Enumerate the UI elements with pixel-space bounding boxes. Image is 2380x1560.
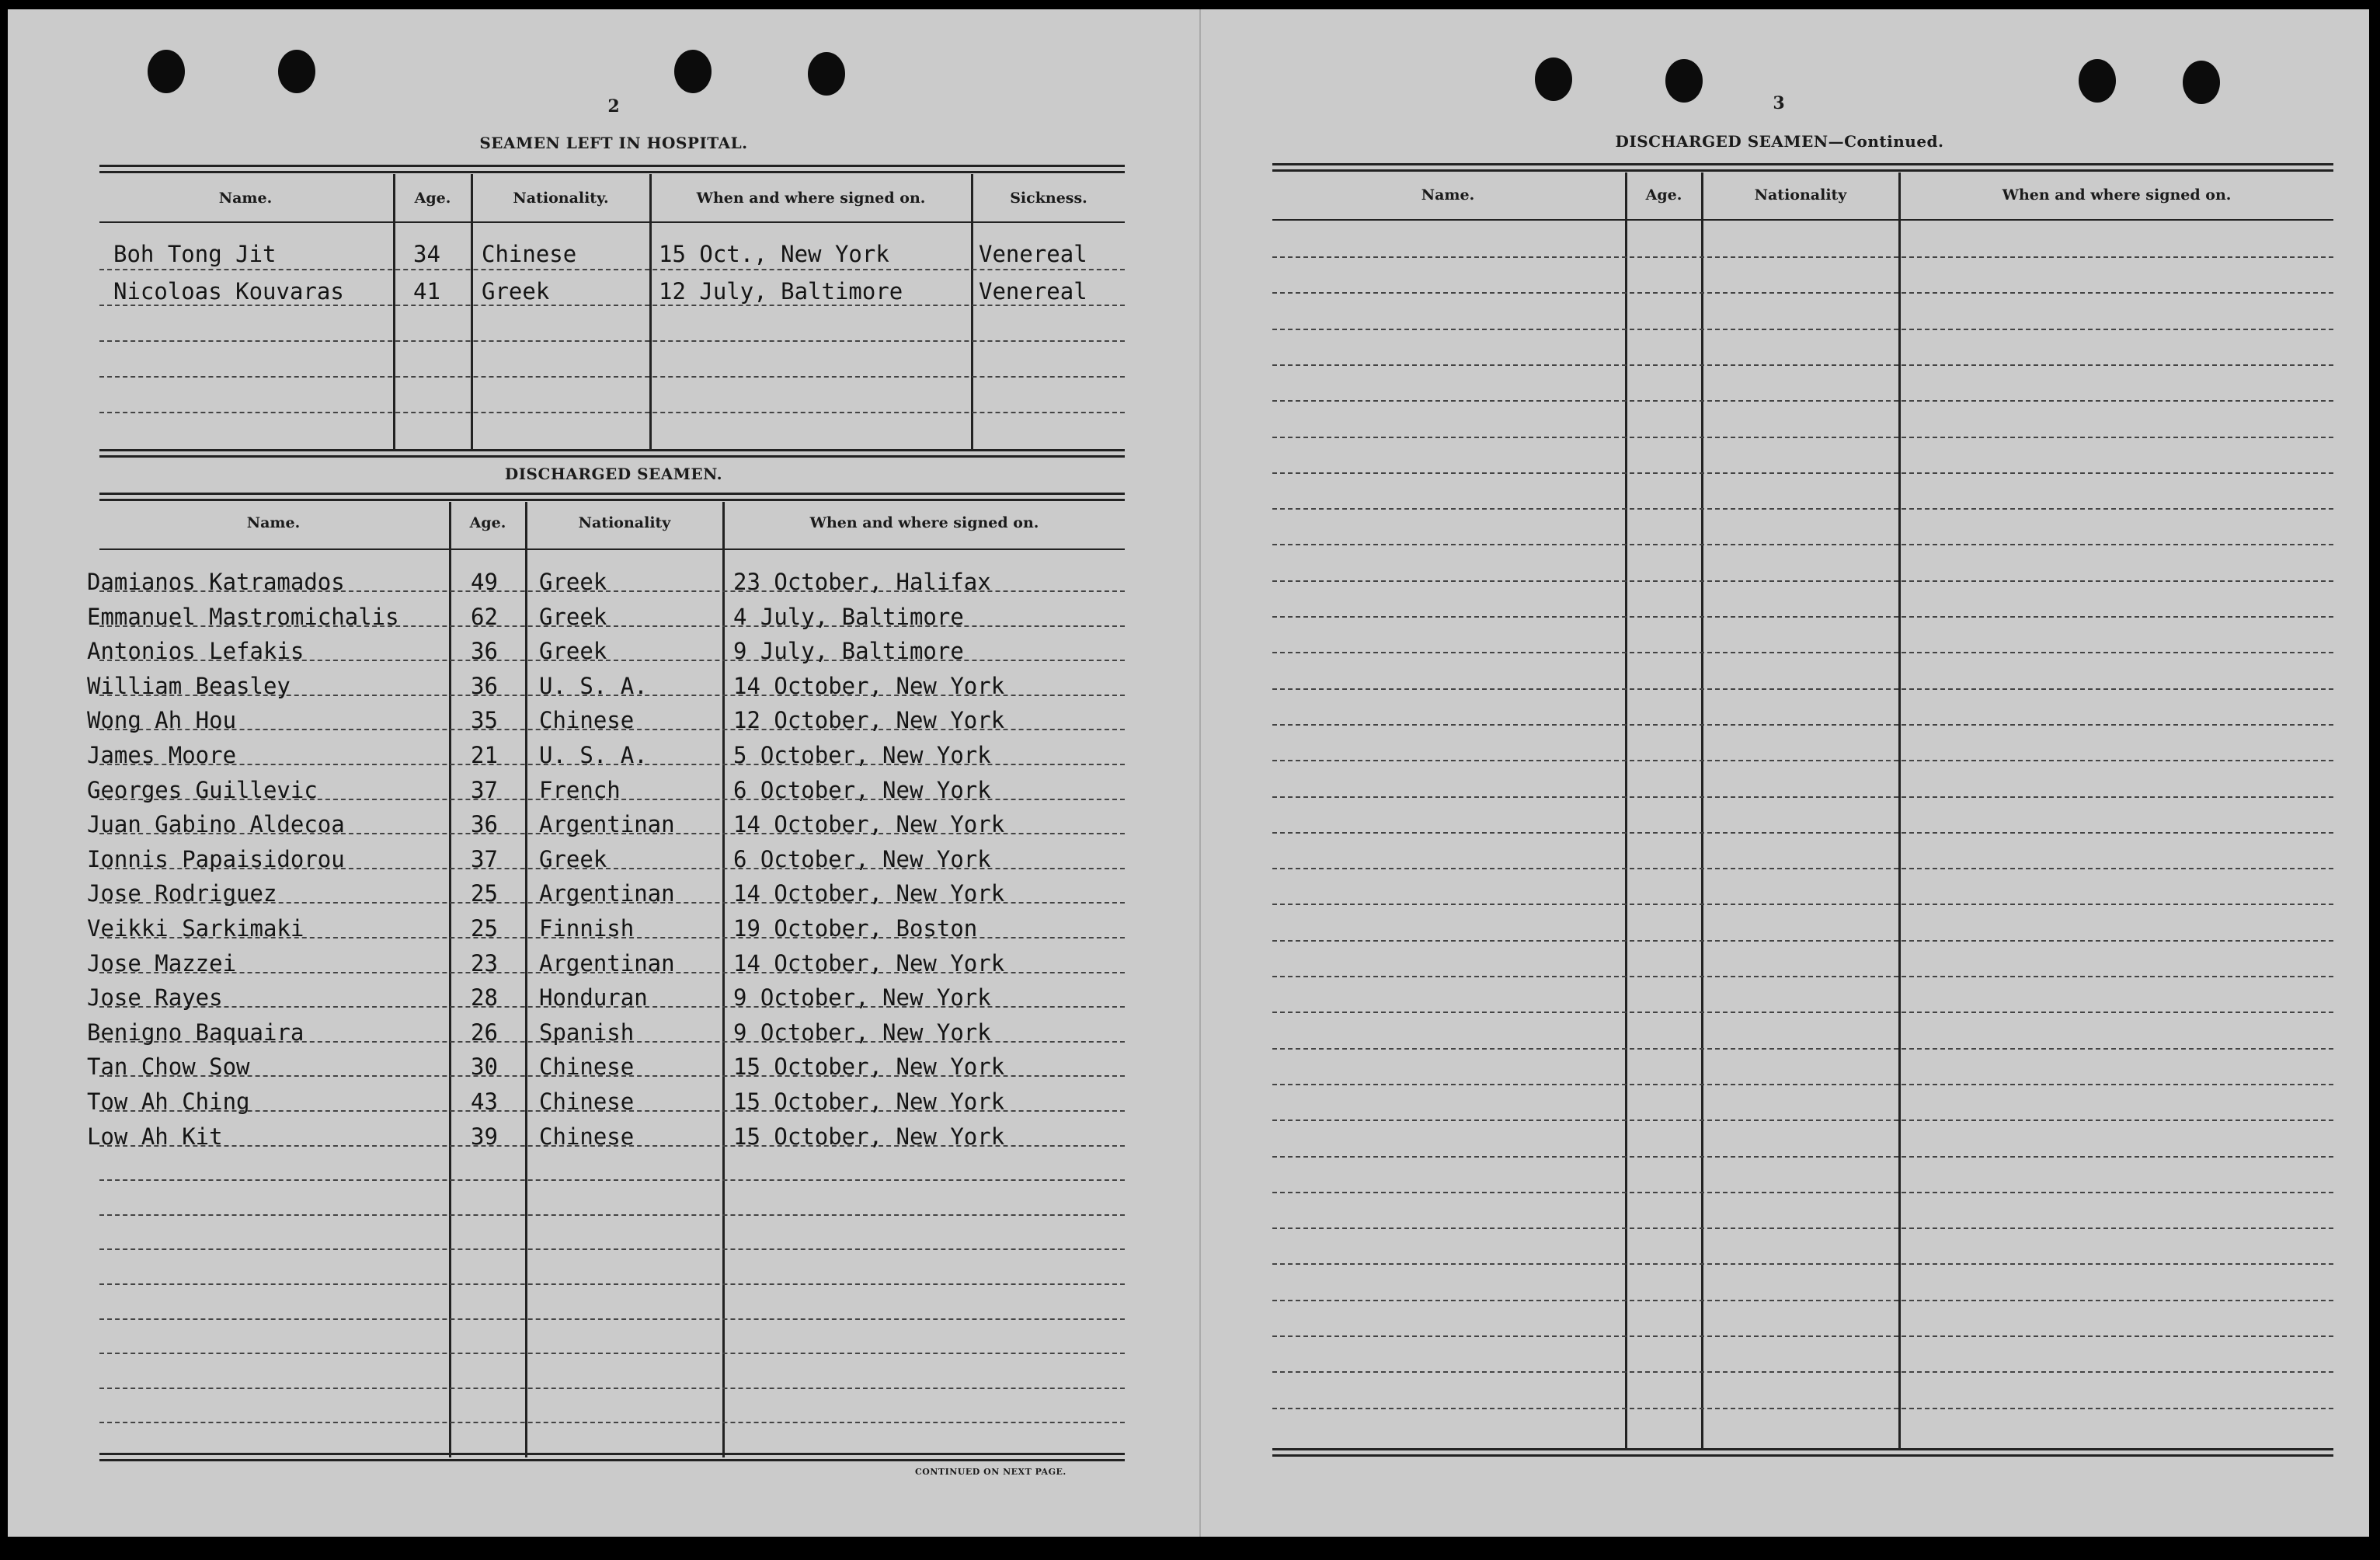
column-divider — [722, 502, 725, 1457]
table-cell: Benigno Baquaira — [87, 1019, 304, 1046]
table-cell: James Moore — [87, 742, 237, 768]
table-cell: Damianos Katramados — [87, 569, 345, 595]
table-bottom-rule — [99, 1459, 1125, 1461]
ruled-line — [99, 1179, 1125, 1181]
header-underline — [99, 221, 1125, 223]
left-page — [8, 9, 1199, 1537]
ruled-line — [1272, 292, 2333, 294]
ruled-line — [1272, 796, 2333, 798]
table-cell: 14 October, New York — [733, 949, 1005, 977]
ruled-line — [1272, 1408, 2333, 1409]
col-header-signed: When and where signed on. — [696, 190, 926, 207]
col-header-name: Name. — [1421, 186, 1475, 204]
punch-hole — [278, 50, 315, 93]
table-cell: Nicoloas Kouvaras — [113, 278, 344, 305]
col-header-name: Name. — [246, 514, 301, 531]
ruled-line — [99, 1353, 1125, 1354]
table-top-rule — [99, 171, 1125, 173]
table-cell: Tan Chow Sow — [87, 1053, 250, 1081]
discharged-section-title: DISCHARGED SEAMEN. — [504, 465, 723, 483]
table-cell: Venereal — [979, 241, 1087, 267]
ruled-line — [99, 1422, 1125, 1423]
discharged-continued-title: DISCHARGED SEAMEN—Continued. — [1615, 132, 1944, 151]
ruled-line — [1272, 364, 2333, 366]
table-cell: Finnish — [539, 915, 635, 942]
column-divider — [971, 174, 973, 450]
table-cell: 49 — [471, 569, 498, 595]
ruled-line — [1272, 580, 2333, 582]
punch-hole — [148, 50, 185, 93]
table-cell: Spanish — [539, 1019, 635, 1046]
table-cell: 26 — [471, 1019, 498, 1046]
table-bottom-rule — [99, 449, 1125, 451]
table-cell: 30 — [471, 1053, 498, 1081]
ruled-line — [1272, 1335, 2333, 1337]
punch-hole — [674, 50, 712, 93]
header-underline — [1272, 219, 2333, 221]
table-cell: Antonios Lefakis — [87, 638, 304, 665]
ruled-line — [1272, 1156, 2333, 1158]
ruled-line — [1272, 976, 2333, 977]
table-cell: William Beasley — [87, 672, 291, 699]
ruled-line — [99, 1214, 1125, 1216]
ruled-line — [1272, 544, 2333, 545]
column-divider — [471, 174, 473, 450]
table-top-rule — [1272, 163, 2333, 165]
table-cell: 14 October, New York — [733, 880, 1005, 907]
table-cell: Greek — [539, 638, 607, 665]
table-cell: Boh Tong Jit — [113, 241, 277, 267]
ruled-line — [1272, 508, 2333, 510]
ruled-line — [1272, 1263, 2333, 1265]
table-cell: 39 — [471, 1123, 498, 1150]
table-cell: 14 October, New York — [733, 672, 1005, 699]
ruled-line — [1272, 1371, 2333, 1373]
table-bottom-rule — [99, 455, 1125, 458]
table-cell: Jose Mazzei — [87, 949, 237, 977]
table-cell: Emmanuel Mastromichalis — [87, 603, 399, 630]
ruled-line — [1272, 832, 2333, 834]
hospital-section-title: SEAMEN LEFT IN HOSPITAL. — [479, 134, 748, 152]
ruled-line — [1272, 1084, 2333, 1085]
table-cell: Honduran — [539, 984, 648, 1012]
table-cell: Venereal — [979, 278, 1087, 305]
table-cell: 23 October, Halifax — [733, 569, 991, 595]
table-cell: Chinese — [539, 1123, 635, 1150]
col-header-nationality: Nationality. — [513, 190, 609, 207]
ruled-line — [1272, 868, 2333, 869]
table-cell: Chinese — [482, 241, 577, 267]
ruled-line — [99, 269, 1125, 270]
table-cell: Argentinan — [539, 949, 675, 977]
table-top-rule — [1272, 169, 2333, 172]
table-cell: 15 October, New York — [733, 1123, 1005, 1150]
punch-hole — [1665, 59, 1703, 103]
table-cell: 15 October, New York — [733, 1088, 1005, 1115]
table-cell: 19 October, Boston — [733, 915, 978, 942]
table-cell: 37 — [471, 845, 498, 872]
col-header-age: Age. — [414, 190, 451, 207]
ruled-line — [1272, 616, 2333, 618]
table-bottom-rule — [99, 1453, 1125, 1455]
col-header-nationality: Nationality — [578, 514, 671, 531]
table-cell: U. S. A. — [539, 742, 648, 768]
table-top-rule — [99, 165, 1125, 167]
table-cell: 25 — [471, 915, 498, 942]
table-cell: Chinese — [539, 707, 635, 734]
punch-hole — [808, 52, 845, 96]
ruled-line — [99, 1318, 1125, 1320]
table-cell: 6 October, New York — [733, 776, 991, 803]
table-cell: Juan Gabino Aldecoa — [87, 811, 345, 838]
table-cell: Low Ah Kit — [87, 1123, 223, 1150]
table-cell: Chinese — [539, 1088, 635, 1115]
col-header-nationality: Nationality — [1754, 186, 1847, 204]
ruled-line — [1272, 760, 2333, 761]
ruled-line — [1272, 1300, 2333, 1301]
right-page — [1199, 9, 2369, 1537]
table-cell: 9 July, Baltimore — [733, 638, 964, 665]
column-divider — [649, 174, 652, 450]
table-cell: Ionnis Papaisidorou — [87, 845, 345, 872]
table-cell: Greek — [539, 569, 607, 595]
col-header-age: Age. — [469, 514, 506, 531]
table-cell: Jose Rodriguez — [87, 880, 277, 907]
ruled-line — [1272, 1120, 2333, 1121]
ruled-line — [1272, 724, 2333, 726]
table-cell: 36 — [471, 638, 498, 665]
table-cell: 9 October, New York — [733, 1019, 991, 1046]
table-cell: U. S. A. — [539, 672, 648, 699]
table-cell: 41 — [413, 278, 440, 305]
table-top-rule — [99, 499, 1125, 501]
table-cell: Jose Rayes — [87, 984, 223, 1012]
table-cell: Tow Ah Ching — [87, 1088, 250, 1115]
table-cell: 62 — [471, 603, 498, 630]
ruled-line — [1272, 1048, 2333, 1050]
col-header-sickness: Sickness. — [1010, 190, 1087, 207]
page-number: 2 — [607, 96, 620, 117]
column-divider — [449, 502, 451, 1457]
table-cell: Greek — [539, 845, 607, 872]
ruled-line — [99, 412, 1125, 413]
ruled-line — [99, 1248, 1125, 1250]
table-bottom-rule — [1272, 1448, 2333, 1450]
table-cell: 37 — [471, 776, 498, 803]
table-cell: 9 October, New York — [733, 984, 991, 1012]
col-header-name: Name. — [218, 190, 273, 207]
ruled-line — [99, 305, 1125, 306]
table-cell: 4 July, Baltimore — [733, 603, 964, 630]
table-cell: 23 — [471, 949, 498, 977]
ruled-line — [1272, 1192, 2333, 1193]
ruled-line — [1272, 940, 2333, 942]
ruled-line — [1272, 652, 2333, 653]
table-cell: 6 October, New York — [733, 845, 991, 872]
table-top-rule — [99, 493, 1125, 495]
col-header-age: Age. — [1645, 186, 1682, 204]
table-cell: 12 July, Baltimore — [659, 278, 903, 305]
table-cell: 34 — [413, 241, 440, 267]
table-cell: Argentinan — [539, 880, 675, 907]
ruled-line — [1272, 1227, 2333, 1229]
ruled-line — [1272, 256, 2333, 258]
ruled-line — [1272, 329, 2333, 330]
ruled-line — [99, 1283, 1125, 1285]
table-cell: Wong Ah Hou — [87, 707, 237, 734]
table-cell: Greek — [539, 603, 607, 630]
table-cell: 15 October, New York — [733, 1053, 1005, 1081]
table-cell: Georges Guillevic — [87, 776, 318, 803]
table-cell: 36 — [471, 672, 498, 699]
header-underline — [99, 548, 1125, 550]
table-cell: 12 October, New York — [733, 707, 1005, 734]
table-cell: Veikki Sarkimaki — [87, 915, 304, 942]
table-cell: 21 — [471, 742, 498, 768]
continued-note: CONTINUED ON NEXT PAGE. — [915, 1467, 1066, 1477]
ruled-line — [99, 376, 1125, 378]
table-cell: 43 — [471, 1088, 498, 1115]
column-divider — [525, 502, 527, 1457]
table-cell: Argentinan — [539, 811, 675, 838]
table-cell: 15 Oct., New York — [659, 241, 889, 267]
table-cell: 14 October, New York — [733, 811, 1005, 838]
table-cell: 5 October, New York — [733, 742, 991, 768]
table-cell: 35 — [471, 707, 498, 734]
table-cell: 36 — [471, 811, 498, 838]
col-header-signed: When and where signed on. — [2002, 186, 2232, 204]
punch-hole — [2183, 61, 2220, 104]
table-bottom-rule — [1272, 1454, 2333, 1457]
ruled-line — [1272, 904, 2333, 905]
ruled-line — [99, 1388, 1125, 1389]
ruled-line — [1272, 472, 2333, 474]
column-divider — [393, 174, 395, 450]
ruled-line — [1272, 1012, 2333, 1013]
ruled-line — [99, 340, 1125, 342]
ruled-line — [1272, 688, 2333, 690]
ruled-line — [1272, 437, 2333, 438]
col-header-signed: When and where signed on. — [809, 514, 1039, 531]
punch-hole — [1535, 57, 1572, 101]
table-cell: 28 — [471, 984, 498, 1012]
table-cell: French — [539, 776, 621, 803]
page-number: 3 — [1773, 93, 1785, 113]
ruled-line — [1272, 400, 2333, 402]
table-cell: Chinese — [539, 1053, 635, 1081]
table-cell: 25 — [471, 880, 498, 907]
punch-hole — [2079, 59, 2116, 103]
table-cell: Greek — [482, 278, 550, 305]
